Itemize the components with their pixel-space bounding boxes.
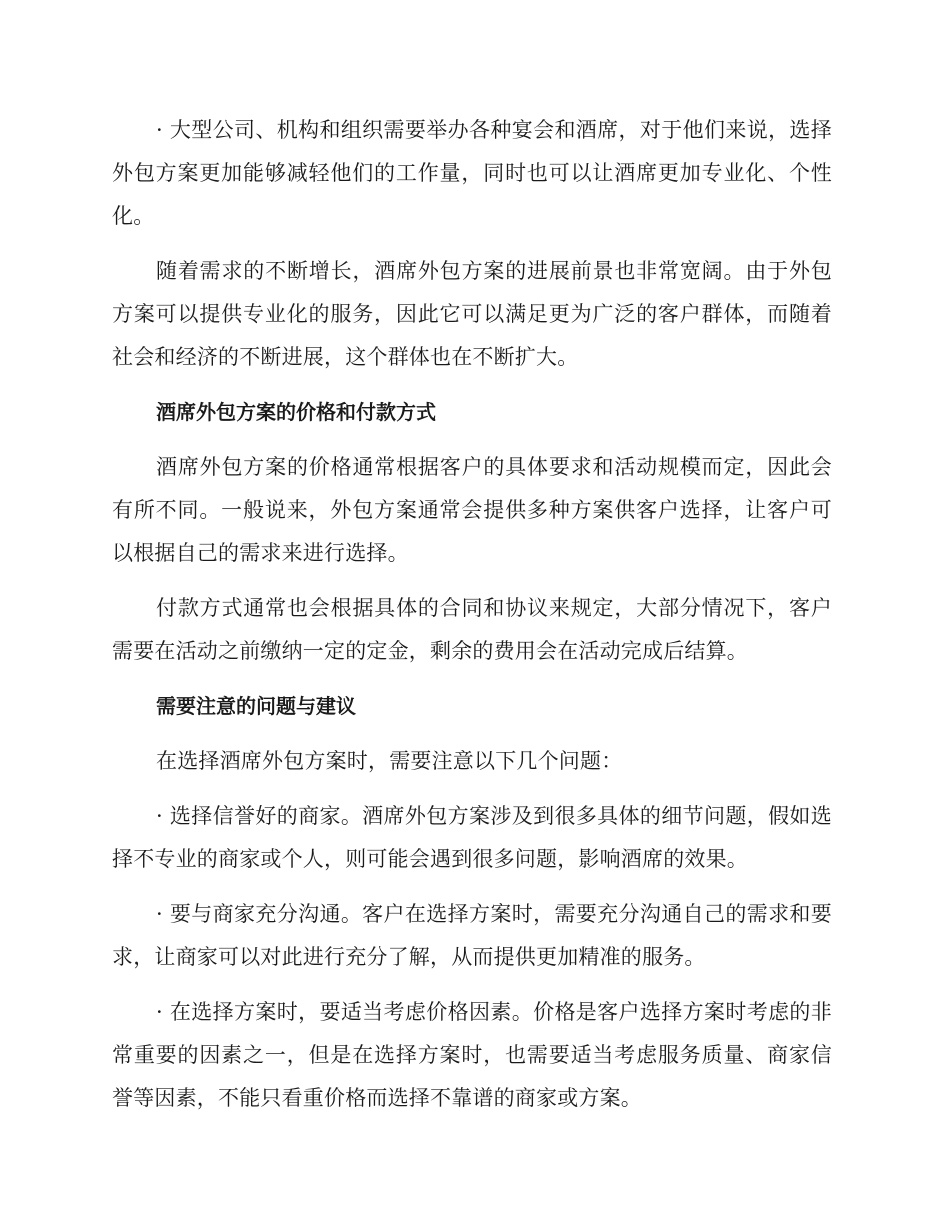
paragraph-demand-growth: 随着需求的不断增长，酒席外包方案的进展前景也非常宽阔。由于外包方案可以提供专业化的服务，因此它可以满足更为广泛的客户群体，而随着社会和经济的不断进展，这个群体也在不断扩大。 <box>112 259 832 369</box>
section-heading-notes-suggestions: 需要注意的问题与建议 <box>156 694 356 718</box>
bullet-paragraph-reputable-merchant: · 选择信誉好的商家。酒席外包方案涉及到很多具体的细节问题，假如选择不专业的商家或个人，则可能会遇到很多问题，影响酒席的效果。 <box>112 804 832 871</box>
bullet-paragraph-companies: · 大型公司、机构和组织需要举办各种宴会和酒席，对于他们来说，选择外包方案更加能够减轻他们的工作量，同时也可以让酒席更加专业化、个性化。 <box>112 118 832 228</box>
paragraph-notes-intro: 在选择酒席外包方案时，需要注意以下几个问题： <box>156 749 623 773</box>
section-heading-price-payment: 酒席外包方案的价格和付款方式 <box>156 400 436 424</box>
bullet-paragraph-price-factor: · 在选择方案时，要适当考虑价格因素。价格是客户选择方案时考虑的非常重要的因素之一，但是在选择方案时，也需要适当考虑服务质量、商家信誉等因素，不能只看重价格而选择不靠谱的商家或方案。 <box>112 1000 832 1110</box>
paragraph-price: 酒席外包方案的价格通常根据客户的具体要求和活动规模而定，因此会有所不同。一般说来，外包方案通常会提供多种方案供客户选择，让客户可以根据自己的需求来进行选择。 <box>112 455 832 565</box>
bullet-paragraph-communication: · 要与商家充分沟通。客户在选择方案时，需要充分沟通自己的需求和要求，让商家可以对此进行充分了解，从而提供更加精准的服务。 <box>112 902 832 969</box>
paragraph-payment: 付款方式通常也会根据具体的合同和协议来规定，大部分情况下，客户需要在活动之前缴纳一定的定金，剩余的费用会在活动完成后结算。 <box>112 596 832 663</box>
